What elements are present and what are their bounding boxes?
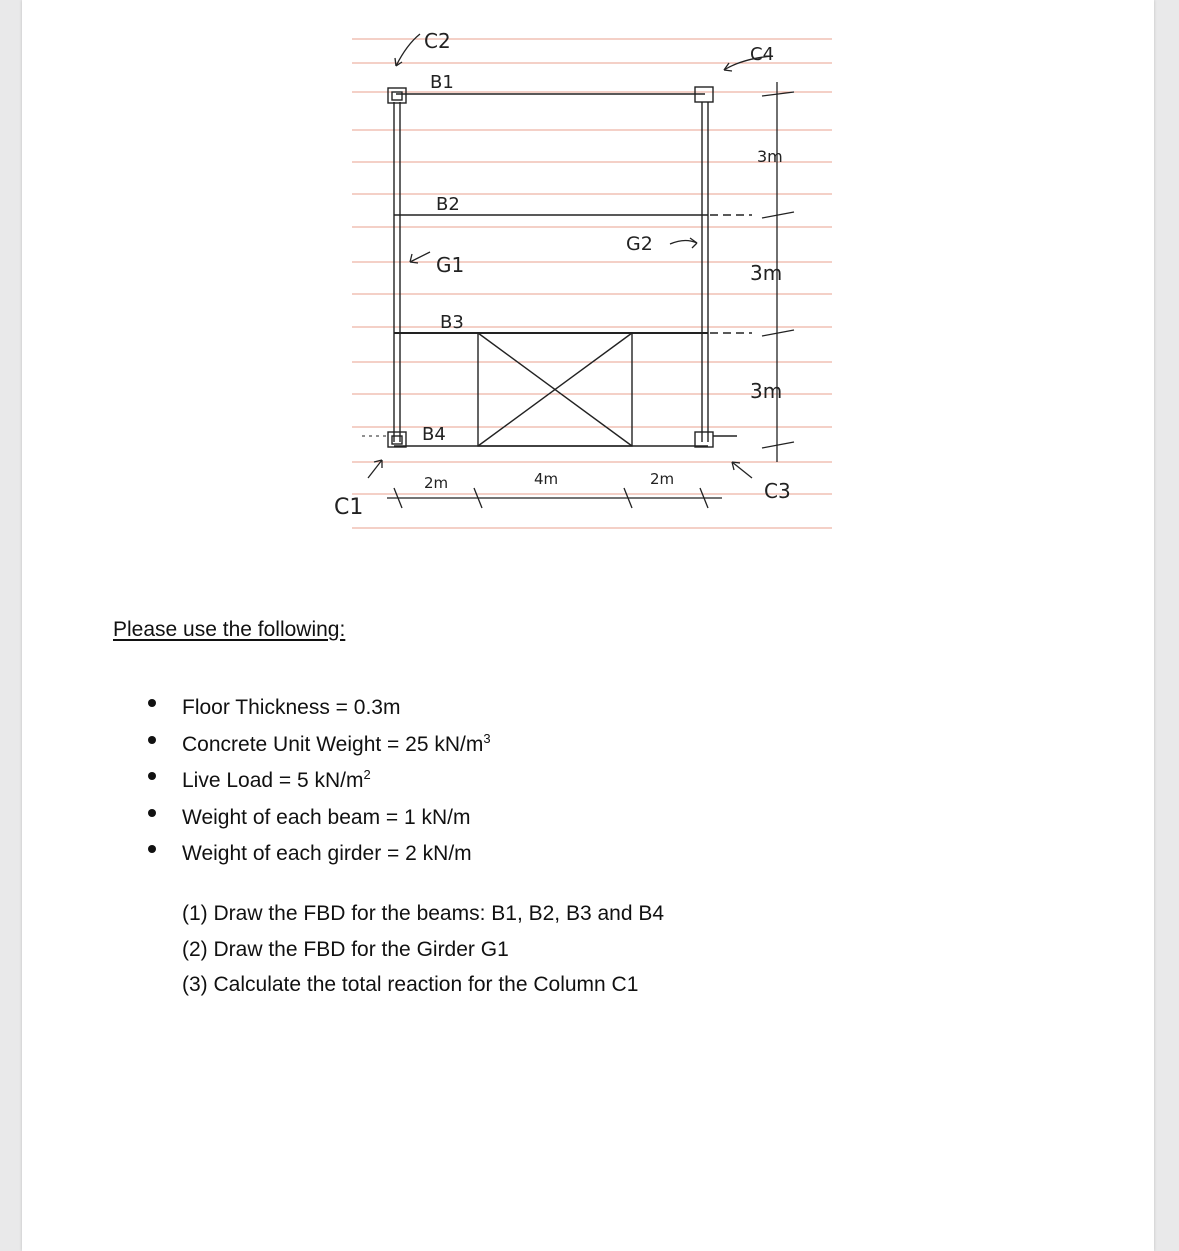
column-c1-symbol	[388, 432, 406, 447]
list-item: Concrete Unit Weight = 25 $kN/m^3$	[144, 723, 491, 760]
horizontal-span-label: 2m	[424, 474, 449, 492]
list-item: Live Load = 5 $kN/m^2$	[144, 759, 491, 796]
column-c2-symbol	[388, 88, 406, 103]
bullet-icon	[148, 736, 156, 744]
column-c1-label: C1	[334, 495, 364, 520]
vertical-span-label: 3m	[750, 261, 783, 285]
question-item: (3) Calculate the total reaction for the Column C1	[182, 973, 639, 996]
vertical-span-label: 3m	[757, 147, 783, 166]
list-item: Floor Thickness = 0.3m	[144, 686, 491, 723]
beam-b2-label: B2	[436, 194, 460, 215]
beam-b3-label: B3	[440, 312, 464, 333]
list-item: Weight of each girder = 2 kN/m	[144, 832, 491, 869]
list-item: Weight of each beam = 1 kN/m	[144, 796, 491, 833]
bullet-icon	[148, 772, 156, 780]
horizontal-span-label: 4m	[534, 470, 559, 488]
bullet-icon	[148, 699, 156, 707]
floor-plan-sketch	[332, 22, 842, 552]
horizontal-span-label: 2m	[650, 470, 675, 488]
vertical-span-label: 3m	[750, 379, 783, 403]
column-c2-label: C2	[424, 29, 451, 53]
questions-list	[182, 898, 664, 1005]
bullet-icon	[148, 845, 156, 853]
column-c3-label: C3	[764, 479, 791, 503]
column-c4-label: C4	[750, 44, 775, 65]
question-item: (1) Draw the FBD for the beams: B1, B2, B3 and B4	[182, 902, 665, 925]
column-c3-symbol	[695, 432, 713, 447]
girder-g1-label: G1	[436, 253, 465, 277]
bullet-icon	[148, 809, 156, 817]
document-page	[22, 0, 1154, 1251]
question-item: (2) Draw the FBD for the Girder G1	[182, 937, 509, 961]
beam-b1-label: B1	[430, 72, 454, 93]
girder-g2-label: G2	[626, 233, 653, 255]
beam-b4-label: B4	[422, 424, 446, 445]
given-heading: Please use the following:	[113, 618, 346, 641]
given-values-list	[144, 686, 491, 869]
